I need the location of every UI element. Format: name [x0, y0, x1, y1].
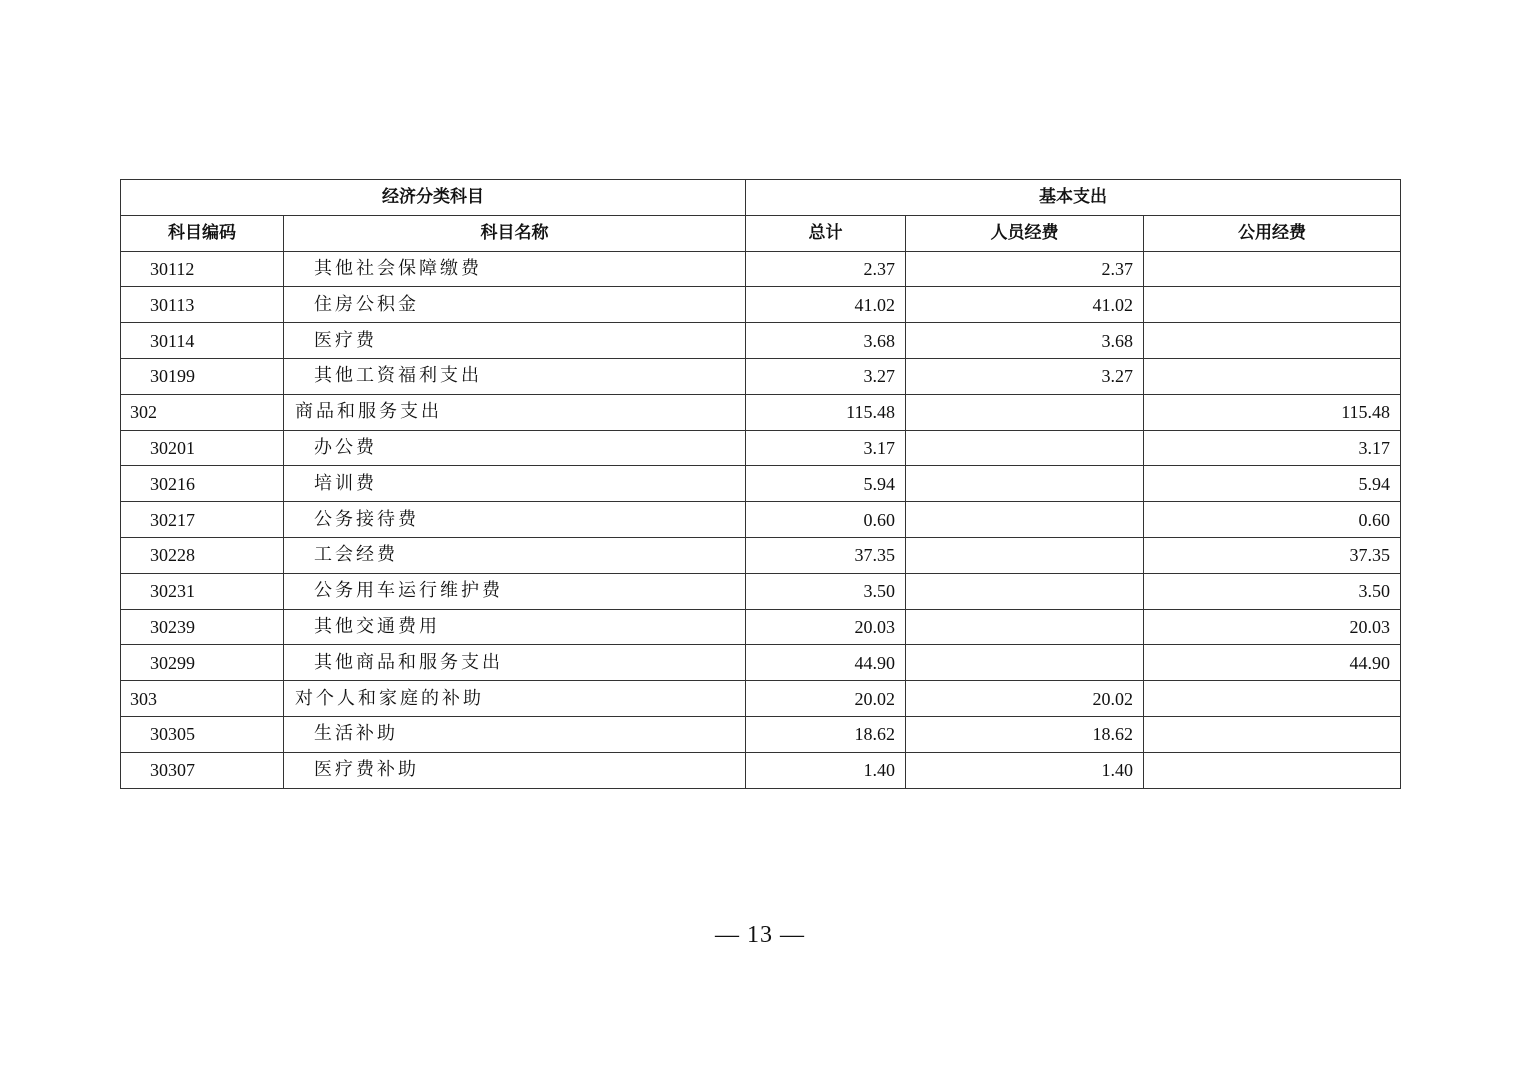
table-row: [121, 502, 1401, 538]
cell-personnel-expense: [906, 645, 1144, 681]
header-basic-expenditure: 基本支出: [746, 180, 1401, 216]
cell-public-expense: 0.60: [1144, 502, 1401, 538]
cell-subject-code: 30228: [121, 537, 284, 573]
cell-public-expense: 3.50: [1144, 573, 1401, 609]
cell-public-expense: 37.35: [1144, 537, 1401, 573]
cell-total: 3.17: [746, 430, 906, 466]
cell-subject-code: 302: [121, 394, 284, 430]
cell-subject-code: 30299: [121, 645, 284, 681]
cell-subject-name: 生活补助: [284, 716, 746, 752]
cell-public-expense: [1144, 251, 1401, 287]
cell-subject-name: 公务接待费: [284, 502, 746, 538]
cell-personnel-expense: 1.40: [906, 752, 1144, 788]
cell-public-expense: 115.48: [1144, 394, 1401, 430]
cell-total: 44.90: [746, 645, 906, 681]
cell-public-expense: 3.17: [1144, 430, 1401, 466]
table-row: [121, 752, 1401, 788]
table-row: [121, 573, 1401, 609]
table-row: [121, 251, 1401, 287]
cell-total: 37.35: [746, 537, 906, 573]
cell-subject-name: 培训费: [284, 466, 746, 502]
cell-subject-code: 30199: [121, 358, 284, 394]
header-total: 总计: [746, 215, 906, 251]
cell-subject-name: 住房公积金: [284, 287, 746, 323]
cell-public-expense: [1144, 358, 1401, 394]
cell-total: 20.03: [746, 609, 906, 645]
cell-personnel-expense: 3.68: [906, 323, 1144, 359]
cell-subject-code: 30201: [121, 430, 284, 466]
cell-total: 20.02: [746, 681, 906, 717]
cell-personnel-expense: [906, 466, 1144, 502]
cell-subject-name: 办公费: [284, 430, 746, 466]
header-subject-code: 科目编码: [121, 215, 284, 251]
cell-total: 41.02: [746, 287, 906, 323]
cell-public-expense: 44.90: [1144, 645, 1401, 681]
cell-personnel-expense: [906, 537, 1144, 573]
cell-subject-code: 30112: [121, 251, 284, 287]
cell-total: 3.68: [746, 323, 906, 359]
table-row: [121, 716, 1401, 752]
cell-subject-name: 医疗费补助: [284, 752, 746, 788]
cell-personnel-expense: 3.27: [906, 358, 1144, 394]
table-row: [121, 681, 1401, 717]
cell-total: 115.48: [746, 394, 906, 430]
cell-subject-code: 30305: [121, 716, 284, 752]
header-subject-name: 科目名称: [284, 215, 746, 251]
cell-personnel-expense: 2.37: [906, 251, 1144, 287]
cell-subject-name: 其他交通费用: [284, 609, 746, 645]
page-number: — 13 —: [715, 922, 805, 948]
cell-subject-name: 其他工资福利支出: [284, 358, 746, 394]
cell-public-expense: [1144, 681, 1401, 717]
cell-subject-name: 商品和服务支出: [284, 394, 746, 430]
cell-subject-code: 30307: [121, 752, 284, 788]
header-public-expense: 公用经费: [1144, 215, 1401, 251]
cell-personnel-expense: [906, 430, 1144, 466]
cell-subject-name: 其他社会保障缴费: [284, 251, 746, 287]
header-column-row: [121, 215, 1401, 251]
cell-subject-name: 公务用车运行维护费: [284, 573, 746, 609]
cell-total: 3.27: [746, 358, 906, 394]
cell-public-expense: [1144, 287, 1401, 323]
cell-subject-name: 其他商品和服务支出: [284, 645, 746, 681]
table-row: [121, 394, 1401, 430]
header-personnel-expense: 人员经费: [906, 215, 1144, 251]
cell-total: 0.60: [746, 502, 906, 538]
cell-subject-code: 30113: [121, 287, 284, 323]
cell-total: 3.50: [746, 573, 906, 609]
cell-subject-code: 30239: [121, 609, 284, 645]
cell-total: 2.37: [746, 251, 906, 287]
table-row: [121, 537, 1401, 573]
table-row: [121, 645, 1401, 681]
cell-personnel-expense: [906, 502, 1144, 538]
cell-personnel-expense: [906, 394, 1144, 430]
cell-public-expense: [1144, 323, 1401, 359]
table-row: [121, 323, 1401, 359]
cell-subject-code: 303: [121, 681, 284, 717]
cell-total: 5.94: [746, 466, 906, 502]
table-row: [121, 287, 1401, 323]
cell-public-expense: 20.03: [1144, 609, 1401, 645]
cell-personnel-expense: [906, 609, 1144, 645]
cell-total: 1.40: [746, 752, 906, 788]
cell-subject-code: 30231: [121, 573, 284, 609]
cell-public-expense: 5.94: [1144, 466, 1401, 502]
cell-personnel-expense: 41.02: [906, 287, 1144, 323]
expenditure-table: [120, 179, 1401, 789]
header-economic-classification: 经济分类科目: [121, 180, 746, 216]
cell-personnel-expense: 18.62: [906, 716, 1144, 752]
cell-personnel-expense: [906, 573, 1144, 609]
cell-public-expense: [1144, 752, 1401, 788]
header-group-row: [121, 180, 1401, 216]
cell-subject-name: 工会经费: [284, 537, 746, 573]
table-row: [121, 609, 1401, 645]
table-row: [121, 358, 1401, 394]
table-body: [121, 251, 1401, 788]
cell-subject-code: 30114: [121, 323, 284, 359]
cell-subject-code: 30217: [121, 502, 284, 538]
table-row: [121, 466, 1401, 502]
cell-personnel-expense: 20.02: [906, 681, 1144, 717]
cell-subject-name: 医疗费: [284, 323, 746, 359]
cell-total: 18.62: [746, 716, 906, 752]
table-row: [121, 430, 1401, 466]
cell-subject-name: 对个人和家庭的补助: [284, 681, 746, 717]
cell-subject-code: 30216: [121, 466, 284, 502]
cell-public-expense: [1144, 716, 1401, 752]
